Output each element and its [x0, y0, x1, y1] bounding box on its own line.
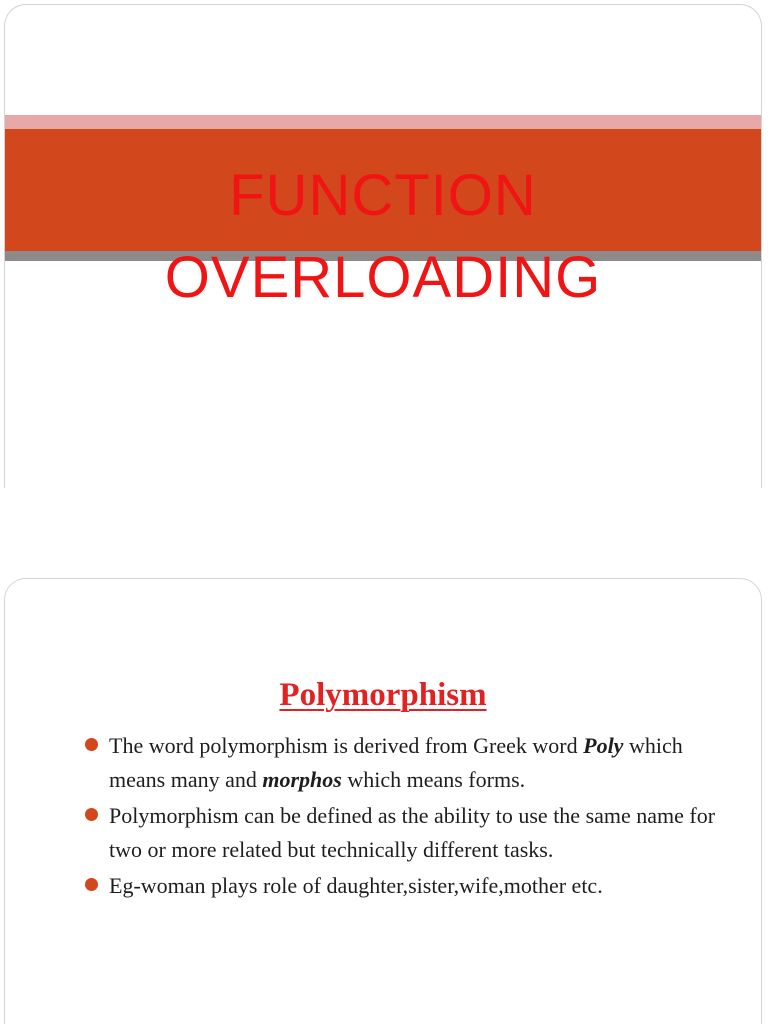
bullet-text: Polymorphism can be defined as the ability to use the same name for two or more related but technically different tasks.: [109, 803, 716, 862]
bullet-text: The word polymorphism is derived from Greek word: [109, 733, 584, 758]
bullet-dot-icon: [85, 878, 98, 891]
title-line-2: OVERLOADING: [164, 245, 602, 310]
heading-text: Polymorphism: [279, 677, 487, 713]
slide-heading: [5, 675, 761, 715]
title-line-1: FUNCTION: [229, 163, 537, 228]
slide-title-text: [5, 155, 761, 319]
bullet-list: [79, 729, 739, 905]
slide-title: [4, 4, 762, 488]
slide-polymorphism: [4, 578, 762, 1024]
emphasis-text: Poly: [583, 733, 624, 758]
bullet-item: [79, 729, 739, 797]
bullet-item: [79, 869, 739, 903]
emphasis-text: morphos: [262, 767, 342, 792]
bullet-text: Eg-woman plays role of daughter,sister,wife,mother etc.: [109, 873, 603, 898]
bullet-dot-icon: [85, 738, 98, 751]
bullet-dot-icon: [85, 808, 98, 821]
bullet-item: [79, 799, 739, 867]
bullet-text: which means forms.: [341, 767, 526, 792]
bullet-text: which means many and: [109, 733, 683, 792]
title-band-top-stripe: [5, 115, 761, 129]
